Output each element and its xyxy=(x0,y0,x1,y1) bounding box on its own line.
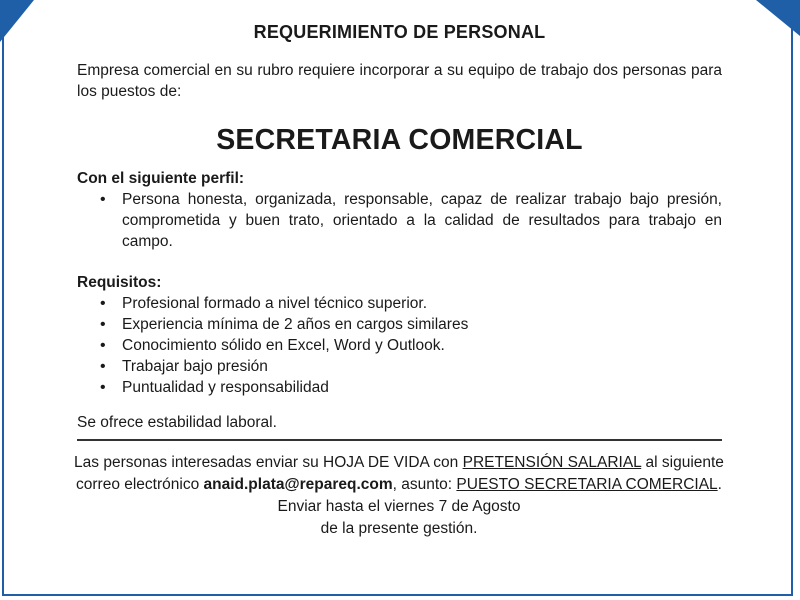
requirements-list xyxy=(77,293,722,398)
email-subject-text: PUESTO SECRETARIA COMERCIAL xyxy=(456,476,718,493)
offer-text: Se ofrece estabilidad laboral. xyxy=(77,414,277,431)
list-item: • Puntualidad y responsabilidad xyxy=(122,377,722,398)
footer-text: al siguiente correo electrónico xyxy=(76,454,724,493)
divider xyxy=(77,439,722,441)
document-title: REQUERIMIENTO DE PERSONAL xyxy=(253,22,546,42)
footer-text: de la presente gestión. xyxy=(320,520,478,537)
application-instructions xyxy=(69,452,729,540)
list-item: • Trabajar bajo presión xyxy=(122,356,722,377)
footer-text: , asunto: xyxy=(392,476,457,493)
corner-decoration-right xyxy=(756,0,800,36)
list-item: • Conocimiento sólido en Excel, Word y Outlook. xyxy=(122,335,722,356)
footer-text: Las personas interesadas enviar su HOJA DE VIDA con xyxy=(74,454,463,471)
list-item: • Persona honesta, organizada, responsable, capaz de realizar trabajo bajo presión, comprometida y buen trato, orientado a la calidad de resultados para trabajo en campo. xyxy=(122,189,722,252)
requirements-heading: Requisitos: xyxy=(77,274,162,291)
contact-email[interactable]: anaid.plata@repareq.com xyxy=(203,476,393,493)
salary-expectation-text: PRETENSIÓN SALARIAL xyxy=(462,454,642,471)
list-item: • Profesional formado a nivel técnico superior. xyxy=(122,293,722,314)
profile-heading: Con el siguiente perfil: xyxy=(77,170,245,187)
intro-paragraph: Empresa comercial en su rubro requiere incorporar a su equipo de trabajo dos personas para los puestos de: xyxy=(77,62,722,100)
position-title: SECRETARIA COMERCIAL xyxy=(216,124,583,156)
footer-text: . Enviar hasta el viernes 7 de Agosto xyxy=(277,476,722,515)
list-item: • Experiencia mínima de 2 años en cargos similares xyxy=(122,314,722,335)
document-content xyxy=(74,0,724,540)
profile-list xyxy=(77,189,722,252)
corner-decoration-left xyxy=(0,0,34,42)
